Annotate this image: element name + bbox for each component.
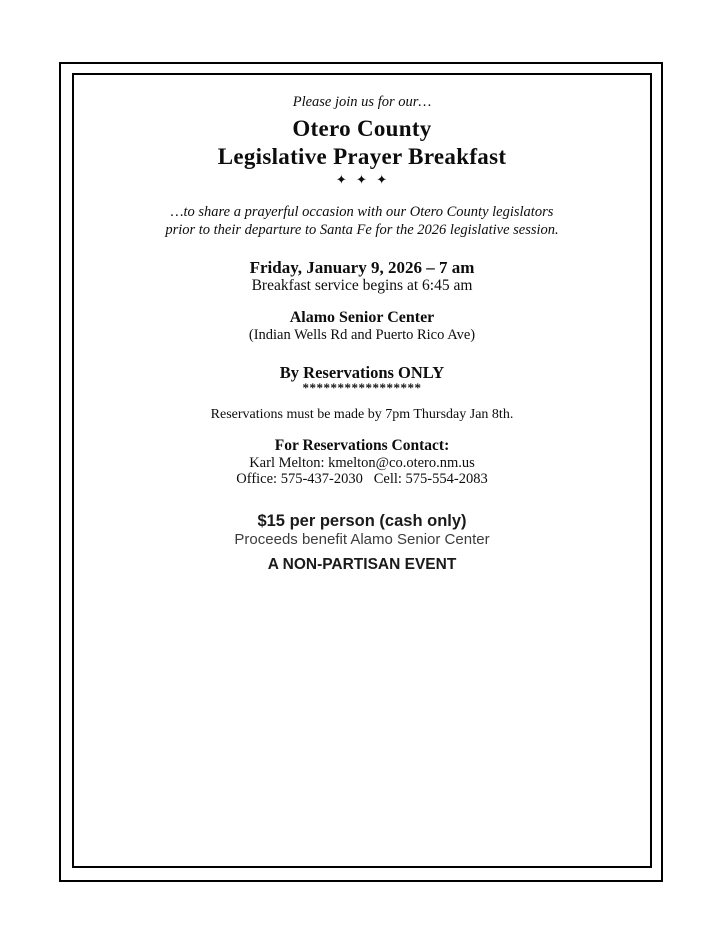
proceeds-line: Proceeds benefit Alamo Senior Center: [234, 531, 490, 548]
flyer-title: [74, 115, 650, 171]
price-block: [74, 512, 650, 548]
tagline-line-2: prior to their departure to Santa Fe for the 2026 legislative session.: [165, 221, 559, 238]
asterisk-divider: *****************: [302, 380, 422, 395]
price-line: $15 per person (cash only): [257, 512, 467, 530]
tagline: [74, 204, 650, 239]
venue-name: Alamo Senior Center: [289, 309, 435, 326]
contact-phones: Office: 575-437-2030 Cell: 575-554-2083: [236, 471, 488, 487]
reservation-deadline: Reservations must be made by 7pm Thursday Jan 8th.: [210, 407, 514, 422]
venue-address: (Indian Wells Rd and Puerto Rico Ave): [248, 327, 476, 343]
title-line-2: Legislative Prayer Breakfast: [217, 144, 507, 169]
page-border-inner: [72, 73, 652, 868]
venue-block: [74, 309, 650, 344]
intro-line: Please join us for our…: [292, 94, 432, 110]
tagline-line-1: …to share a prayerful occasion with our Otero County legislators: [170, 204, 554, 220]
service-time: Breakfast service begins at 6:45 am: [251, 277, 473, 294]
title-line-1: Otero County: [292, 116, 432, 141]
event-date: Friday, January 9, 2026 – 7 am: [249, 258, 475, 277]
date-block: [74, 258, 650, 295]
contact-block: [74, 437, 650, 487]
nonpartisan-line: A NON-PARTISAN EVENT: [267, 556, 457, 573]
contact-name-email: Karl Melton: kmelton@co.otero.nm.us: [249, 455, 475, 471]
diamond-ornament-icon: ✦ ✦ ✦: [335, 172, 389, 187]
page-border-outer: [59, 62, 663, 882]
contact-heading: For Reservations Contact:: [274, 437, 450, 454]
reservations-heading: By Reservations ONLY: [279, 363, 445, 382]
flyer-content: [74, 75, 650, 866]
reservations-block: [74, 364, 650, 394]
